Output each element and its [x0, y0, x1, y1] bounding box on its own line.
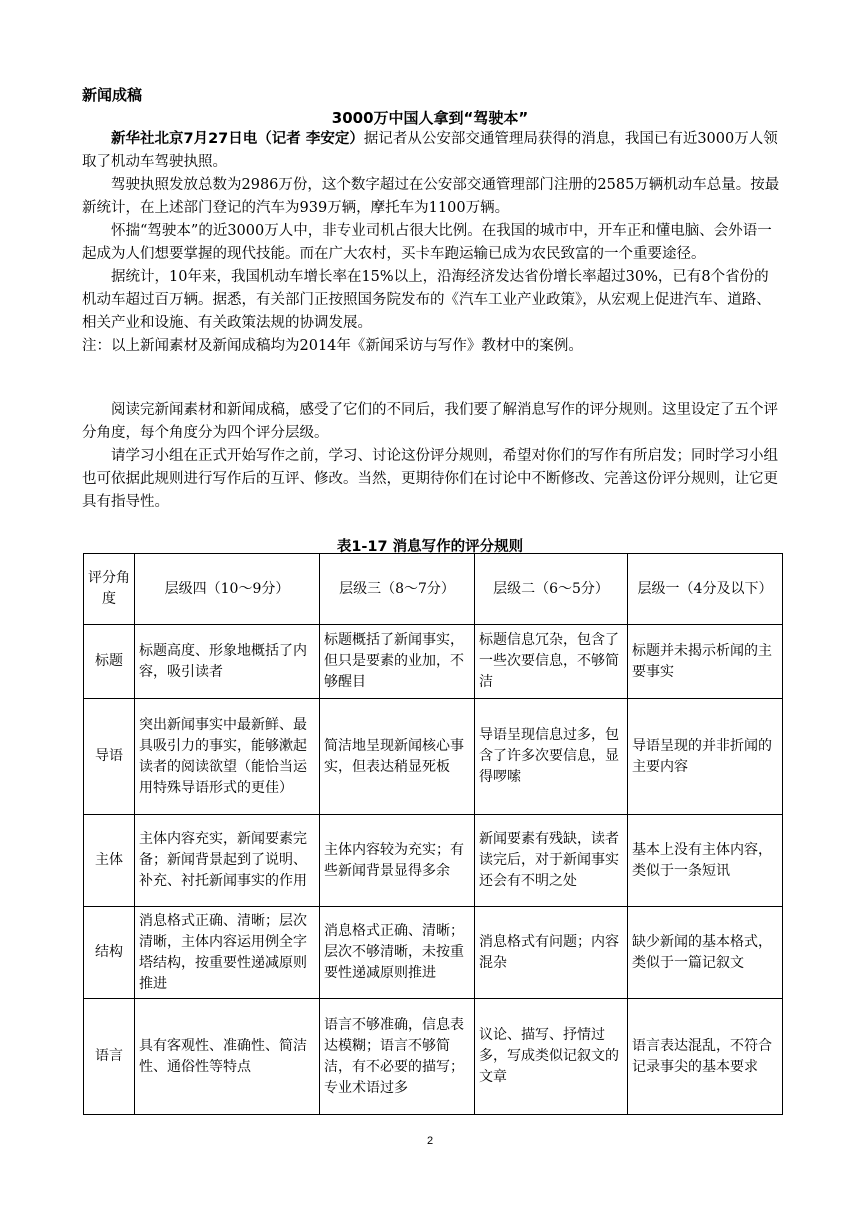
intro-paragraph-2: 请学习小组在正式开始写作之前，学习、讨论这份评分规则，希望对你们的写作有所启发；同时学习小组也可依据此规则进行写作后的互评、修改。当然，更期待你们在讨论中不断修改、完善这份评分规则，让它更具有指导性。 [82, 448, 778, 510]
table-row [84, 699, 783, 815]
news-title: 3000万中国人拿到“驾驶本” [331, 109, 529, 127]
table-row [84, 907, 783, 999]
cell-level-4: 具有客观性、准确性、简洁性、通俗性等特点 [135, 999, 320, 1115]
cell-level-1: 基本上没有主体内容，类似于一条短讯 [628, 815, 783, 907]
cell-level-4: 标题高度、形象地概括了内容，吸引读者 [135, 625, 320, 699]
intro-body [82, 399, 782, 514]
row-dimension: 结构 [84, 907, 135, 999]
table-row [84, 625, 783, 699]
header-level-1: 层级一（4分及以下） [628, 554, 783, 625]
cell-level-3: 标题概括了新闻事实，但只是要素的业加，不够醒目 [320, 625, 475, 699]
cell-level-1: 导语呈现的并非折闻的主要内容 [628, 699, 783, 815]
source-note: 注：以上新闻素材及新闻成稿均为2014年《新闻采访与写作》教材中的案例。 [82, 338, 583, 354]
intro-paragraph-1: 阅读完新闻素材和新闻成稿，感受了它们的不同后，我们要了解消息写作的评分规则。这里设定了五个评分角度，每个角度分为四个评分层级。 [82, 402, 778, 441]
cell-level-2: 标题信息冗杂，包含了一些次要信息，不够简洁 [475, 625, 628, 699]
news-paragraph-3: 怀揣“驾驶本”的近3000万人中，非专业司机占很大比例。在我国的城市中，开车正和懂电脑、会外语一起成为人们想要掌握的现代技能。而在广大农村，买卡车跑运输已成为农民致富的一个重要途径。 [82, 223, 772, 262]
news-paragraph-4: 据统计，10年来，我国机动车增长率在15%以上，沿海经济发达省份增长率超过30%，已有8个省份的机动车超过百万辆。据悉，有关部门正按照国务院发布的《汽车工业产业政策》，从宏观上促进汽车、道路、相关产业和设施、有关政策法规的协调发展。 [82, 269, 771, 331]
header-level-4: 层级四（10～9分） [135, 554, 320, 625]
row-dimension: 导语 [84, 699, 135, 815]
cell-level-3: 语言不够准确，信息表达模糊；语言不够简洁，有不必要的描写；专业术语过多 [320, 999, 475, 1115]
row-dimension: 语言 [84, 999, 135, 1115]
table-row [84, 815, 783, 907]
header-level-2: 层级二（6～5分） [475, 554, 628, 625]
cell-level-4: 突出新闻事实中最新鲜、最具吸引力的事实，能够漱起读者的阅读欲望（能恰当运用特殊导语形式的更佳） [135, 699, 320, 815]
news-paragraph-2: 驾驶执照发放总数为2986万份，这个数字超过在公安部交通管理部门注册的2585万辆机动车总量。按最新统计，在上述部门登记的汽车为939万辆，摩托车为1100万辆。 [82, 177, 780, 216]
section-heading: 新闻成稿 [82, 86, 143, 104]
cell-level-2: 议论、描写、抒情过多，写成类似记叙文的文章 [475, 999, 628, 1115]
table-title: 表1-17 消息写作的评分规则 [336, 539, 524, 555]
page-number: 2 [426, 1135, 434, 1147]
cell-level-4: 主体内容充实，新闻要素完备；新闻背景起到了说明、补充、衬托新闻事实的作用 [135, 815, 320, 907]
row-dimension: 主体 [84, 815, 135, 907]
cell-level-1: 标题并未揭示析闻的主要事实 [628, 625, 783, 699]
header-level-3: 层级三（8～7分） [320, 554, 475, 625]
cell-level-3: 简洁地呈现新闻核心事实，但表达稍显死板 [320, 699, 475, 815]
cell-level-1: 语言表达混乱，不符合记录事尖的基本要求 [628, 999, 783, 1115]
table-row [84, 999, 783, 1115]
cell-level-2: 新闻要素有残缺，读者读完后，对于新闻事实还会有不明之处 [475, 815, 628, 907]
cell-level-3: 消息格式正确、清晰；层次不够清晰，未按重要性递减原则推进 [320, 907, 475, 999]
cell-level-3: 主体内容较为充实；有些新闻背景显得多余 [320, 815, 475, 907]
table-header-row [84, 554, 783, 625]
row-dimension: 标题 [84, 625, 135, 699]
cell-level-1: 缺少新闻的基本格式，类似于一篇记叙文 [628, 907, 783, 999]
cell-level-2: 导语呈现信息过多，包含了许多次要信息，显得啰嗦 [475, 699, 628, 815]
dateline: 新华社北京7月27日电（记者 李安定） [111, 131, 364, 147]
news-paragraph-1: 新华社北京7月27日电（记者 李安定）据记者从公安部交通管理局获得的消息，我国已有近3000万人领取了机动车驾驶执照。 [82, 131, 778, 170]
cell-level-2: 消息格式有问题；内容混杂 [475, 907, 628, 999]
rubric-table [83, 553, 783, 1115]
news-body [82, 128, 782, 358]
header-dimension: 评分角度 [84, 554, 135, 625]
cell-level-4: 消息格式正确、清晰；层次清晰，主体内容运用例全字塔结构，按重要性递减原则推进 [135, 907, 320, 999]
